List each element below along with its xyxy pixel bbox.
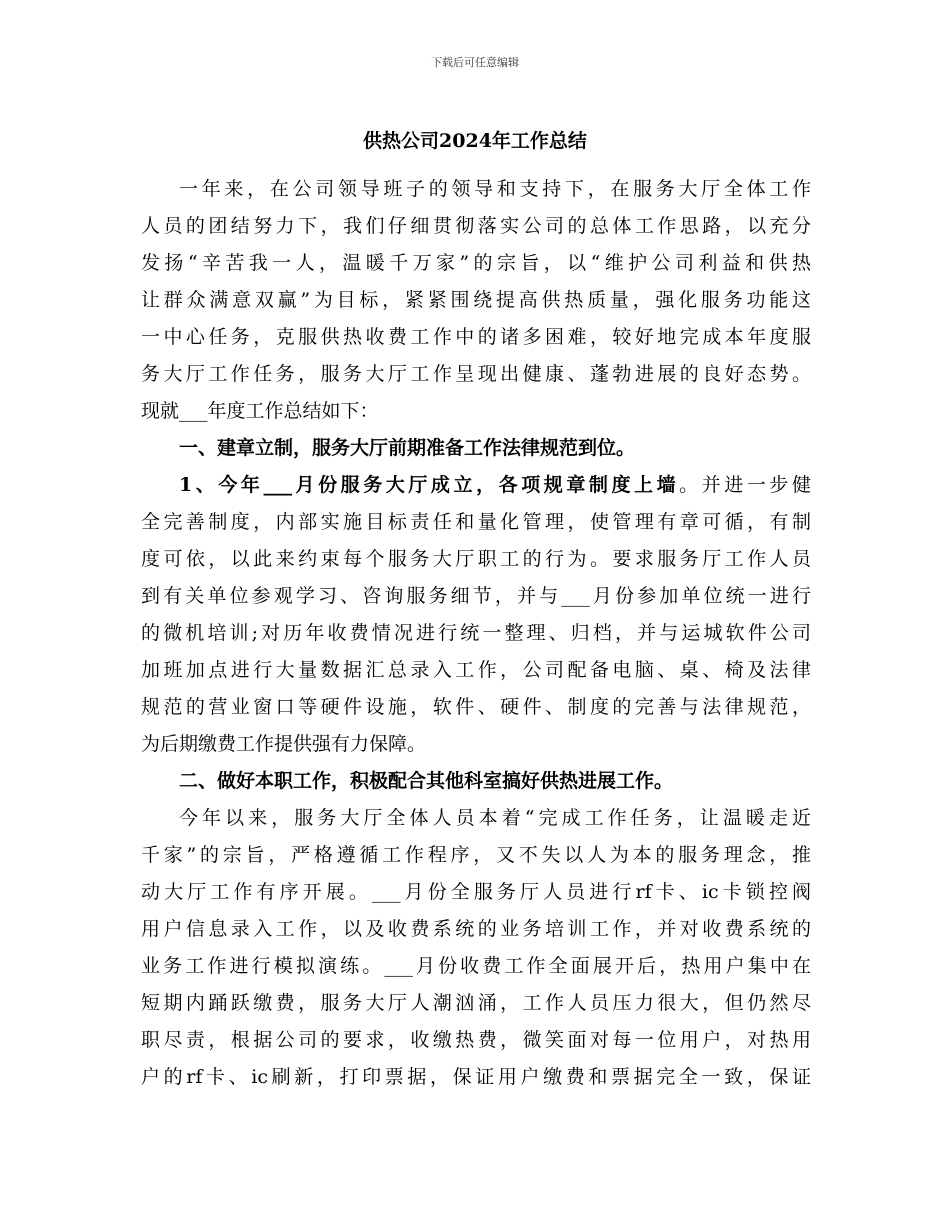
body-line: 一中心任务，克服供热收费工作中的诸多困难，较好地完成本年度服 — [141, 326, 811, 348]
body-line: 职尽责，根据公司的要求，收缴热费，微笑面对每一位用户，对热用 — [141, 1029, 811, 1051]
document-title: 供热公司2024年工作总结 — [363, 130, 587, 152]
body-line: 现就___年度工作总结如下： — [141, 400, 379, 422]
paragraph-section-2 — [141, 800, 811, 1096]
section-heading-text: 二、做好本职工作，积极配合其他科室搞好供热进展工作。 — [179, 770, 674, 792]
body-line: 人员的团结努力下，我们仔细贯彻落实公司的总体工作思路，以充分 — [141, 215, 811, 237]
header-note: 下载后可任意编辑 — [431, 56, 519, 69]
paragraph-intro — [141, 171, 811, 430]
body-line: 全完善制度，内部实施目标责任和量化管理，使管理有章可循，有制 — [141, 511, 811, 533]
body-line: 让群众满意双赢”为目标，紧紧围绕提高供热质量，强化服务功能这 — [141, 289, 811, 311]
body-line: 加班加点进行大量数据汇总录入工作，公司配备电脑、桌、椅及法律 — [141, 659, 811, 681]
section-heading-text: 一、建章立制，服务大厅前期准备工作法律规范到位。 — [179, 437, 636, 459]
body-line: 今年以来，服务大厅全体人员本着“完成工作任务，让温暖走近 — [179, 807, 811, 829]
section-heading-2 — [141, 763, 811, 800]
body-line: 千家”的宗旨，严格遵循工作程序，又不失以人为本的服务理念，推 — [141, 844, 811, 866]
body-line: 到有关单位参观学习、咨询服务细节，并与___月份参加单位统一进行 — [141, 585, 811, 607]
bold-lead: 1、今年___月份服务大厅成立，各项规章制度上墙 — [179, 474, 680, 496]
body-line: 业务工作进行模拟演练。___月份收费工作全面展开后，热用户集中在 — [141, 955, 811, 977]
body-line: 规范的营业窗口等硬件设施，软件、硬件、制度的完善与法律规范， — [141, 696, 811, 718]
body-line: 用户信息录入工作，以及收费系统的业务培训工作，并对收费系统的 — [141, 918, 811, 940]
body-line: 动大厅工作有序开展。___月份全服务厅人员进行rf卡、ic卡锁控阀 — [141, 881, 811, 903]
body-line: 户的rf卡、ic刷新，打印票据，保证用户缴费和票据完全一致，保证 — [141, 1066, 811, 1088]
lead-rest: 。并进一步健 — [679, 474, 811, 496]
body-line: 短期内踊跃缴费，服务大厅人潮汹涌，工作人员压力很大，但仍然尽 — [141, 992, 811, 1014]
body-line: 为后期缴费工作提供强有力保障。 — [141, 733, 427, 755]
body-line: 的微机培训;对历年收费情况进行统一整理、归档，并与运城软件公司 — [141, 622, 811, 644]
body-line: 度可依，以此来约束每个服务大厅职工的行为。要求服务厅工作人员 — [141, 548, 811, 570]
body-line — [141, 467, 811, 504]
section-heading-1 — [141, 430, 811, 467]
body-line: 务大厅工作任务，服务大厅工作呈现出健康、蓬勃进展的良好态势。 — [141, 363, 811, 385]
body-line: 发扬“辛苦我一人，温暖千万家”的宗旨，以“维护公司利益和供热 — [141, 252, 811, 274]
document-body — [141, 171, 811, 1096]
body-line: 一年来，在公司领导班子的领导和支持下，在服务大厅全体工作 — [179, 178, 811, 200]
paragraph-section-1 — [141, 467, 811, 763]
